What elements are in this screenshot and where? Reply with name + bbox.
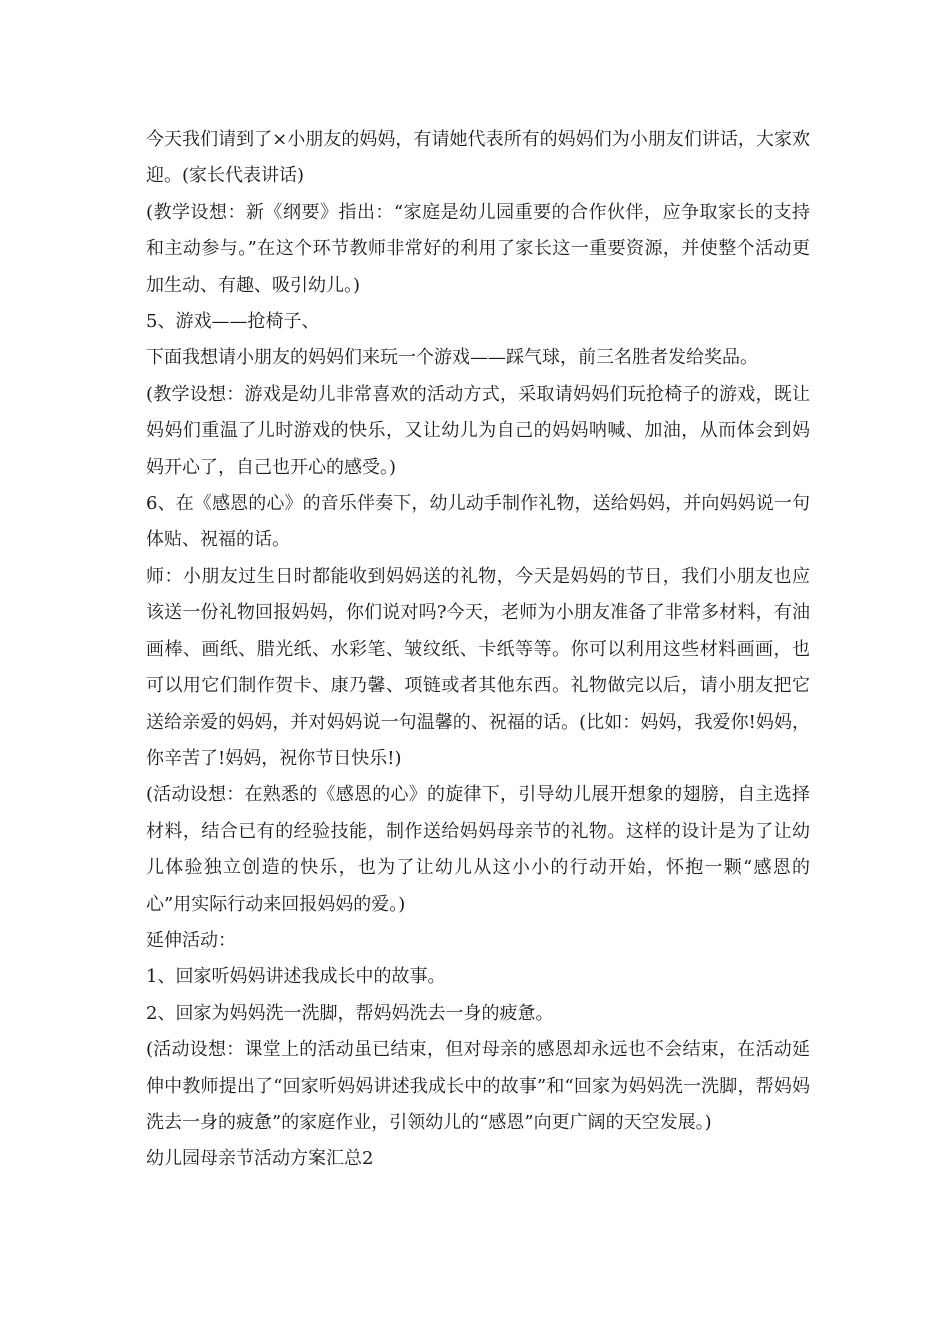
paragraph-activity-idea-1: (活动设想：在熟悉的《感恩的心》的旋律下，引导幼儿展开想象的翅膀，自主选择材料，结合已有的经验技能，制作送给妈妈母亲节的礼物。这样的设计是为了让幼儿体验独立创造的快乐，也为了让幼儿从这小小的行动开始，怀抱一颗“感恩的心”用实际行动来回报妈妈的爱。) (146, 784, 810, 915)
paragraph-extension-item-1: 1、回家听妈妈讲述我成长中的故事。 (146, 966, 446, 988)
paragraph-extension-item-2: 2、回家为妈妈洗一洗脚，帮妈妈洗去一身的疲惫。 (146, 1002, 554, 1024)
paragraph-teacher-speech: 师：小朋友过生日时都能收到妈妈送的礼物，今天是妈妈的节日，我们小朋友也应该送一份礼物回报妈妈，你们说对吗?今天，老师为小朋友准备了非常多材料，有油画棒、画纸、腊光纸、水彩笔、皱纹纸、卡纸等等。你可以利用这些材料画画，也可以用它们制作贺卡、康乃馨、项链或者其他东西。礼物做完以后，请小朋友把它送给亲爱的妈妈，并对妈妈说一句温馨的、祝福的话。(比如：妈妈，我爱你!妈妈，你辛苦了!妈妈，祝你节日快乐!) (146, 565, 810, 769)
paragraph-step-5-heading: 5、游戏——抢椅子、 (146, 311, 320, 333)
paragraph-game-intro: 下面我想请小朋友的妈妈们来玩一个游戏——踩气球，前三名胜者发给奖品。 (146, 347, 758, 369)
paragraph-activity-idea-2: (活动设想：课堂上的活动虽已结束，但对母亲的感恩却永远也不会结束，在活动延伸中教师提出了“回家听妈妈讲述我成长中的故事”和“回家为妈妈洗一洗脚，帮妈妈洗去一身的疲惫”的家庭作业，引领幼儿的“感恩”向更广阔的天空发展。) (146, 1039, 810, 1133)
paragraph-parent-speech: 今天我们请到了×小朋友的妈妈，有请她代表所有的妈妈们为小朋友们讲话，大家欢迎。(家长代表讲话) (146, 129, 810, 187)
paragraph-teaching-idea-1: (教学设想：新《纲要》指出：“家庭是幼儿园重要的合作伙伴，应争取家长的支持和主动参与。”在这个环节教师非常好的利用了家长这一重要资源，并使整个活动更加生动、有趣、吸引幼儿。) (146, 201, 810, 296)
paragraph-extension-heading: 延伸活动： (146, 929, 236, 951)
paragraph-teaching-idea-2: (教学设想：游戏是幼儿非常喜欢的活动方式，采取请妈妈们玩抢椅子的游戏，既让妈妈们重温了儿时游戏的快乐，又让幼儿为自己的妈妈呐喊、加油，从而体会到妈妈开心了，自己也开心的感受。) (146, 383, 810, 478)
document-page (146, 122, 810, 1178)
paragraph-step-6-heading: 6、在《感恩的心》的音乐伴奏下，幼儿动手制作礼物，送给妈妈，并向妈妈说一句体贴、祝福的话。 (146, 493, 810, 551)
paragraph-section-title-2: 幼儿园母亲节活动方案汇总2 (146, 1148, 374, 1170)
